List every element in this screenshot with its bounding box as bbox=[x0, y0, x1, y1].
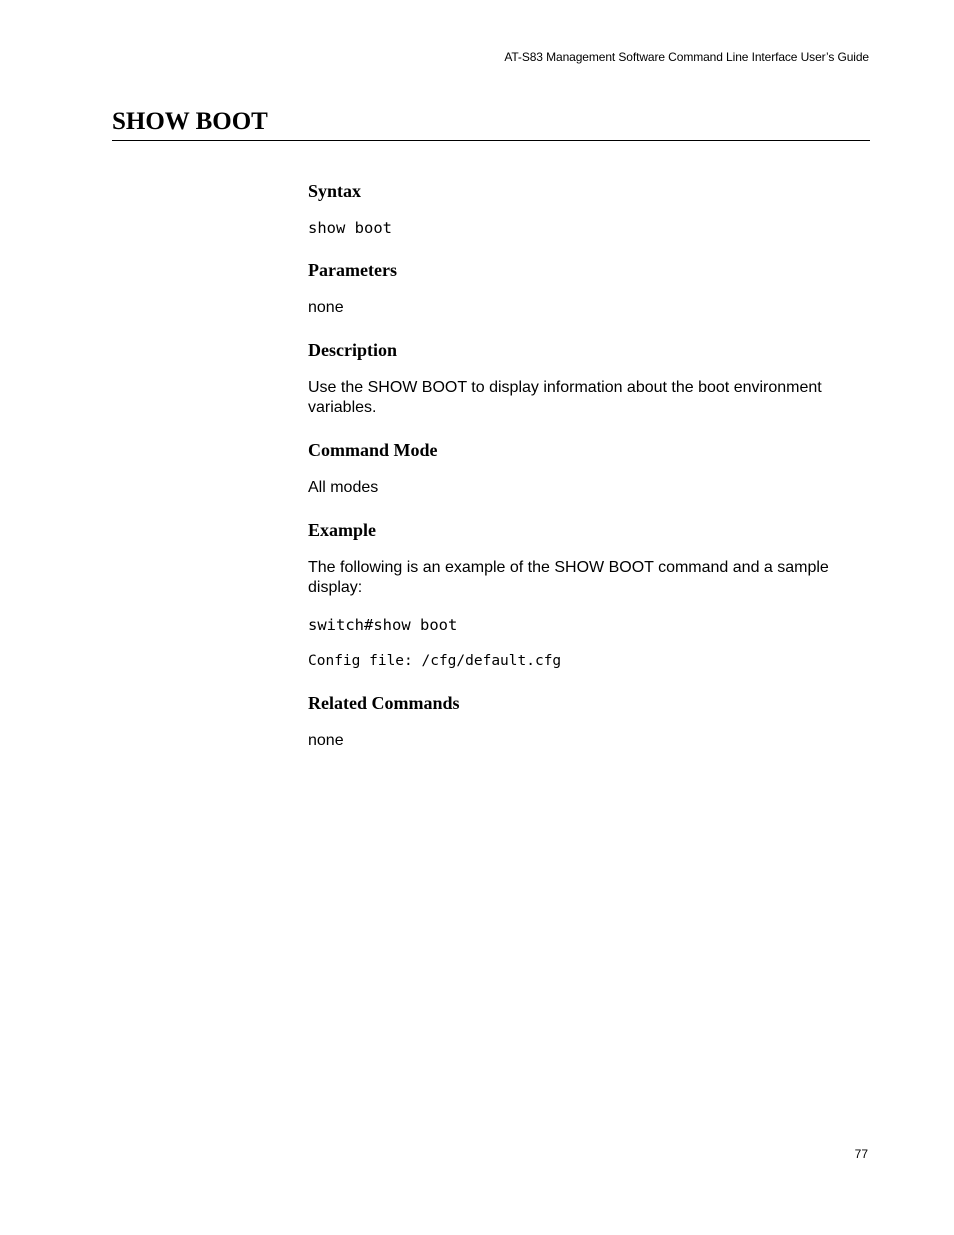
related-commands-text: none bbox=[308, 732, 344, 749]
running-header: AT-S83 Management Software Command Line Interface User’s Guide bbox=[504, 50, 869, 64]
description-heading: Description bbox=[308, 340, 397, 360]
example-output: Config file: /cfg/default.cfg bbox=[308, 653, 562, 669]
command-mode-text: All modes bbox=[308, 479, 379, 496]
example-text: The following is an example of the SHOW BOOT command and a sample display: bbox=[308, 559, 829, 596]
example-command: switch#show boot bbox=[308, 616, 458, 634]
title-rule bbox=[112, 140, 870, 141]
command-mode-heading: Command Mode bbox=[308, 440, 438, 460]
page-title: SHOW BOOT bbox=[112, 108, 268, 135]
example-heading: Example bbox=[308, 520, 377, 540]
description-text: Use the SHOW BOOT to display information about the boot environment variables. bbox=[308, 379, 822, 416]
page-number: 77 bbox=[854, 1147, 868, 1161]
parameters-heading: Parameters bbox=[308, 260, 397, 280]
syntax-code: show boot bbox=[308, 219, 392, 237]
parameters-text: none bbox=[308, 299, 344, 316]
related-commands-heading: Related Commands bbox=[308, 693, 460, 713]
syntax-heading: Syntax bbox=[308, 181, 362, 201]
main-content bbox=[308, 177, 870, 751]
